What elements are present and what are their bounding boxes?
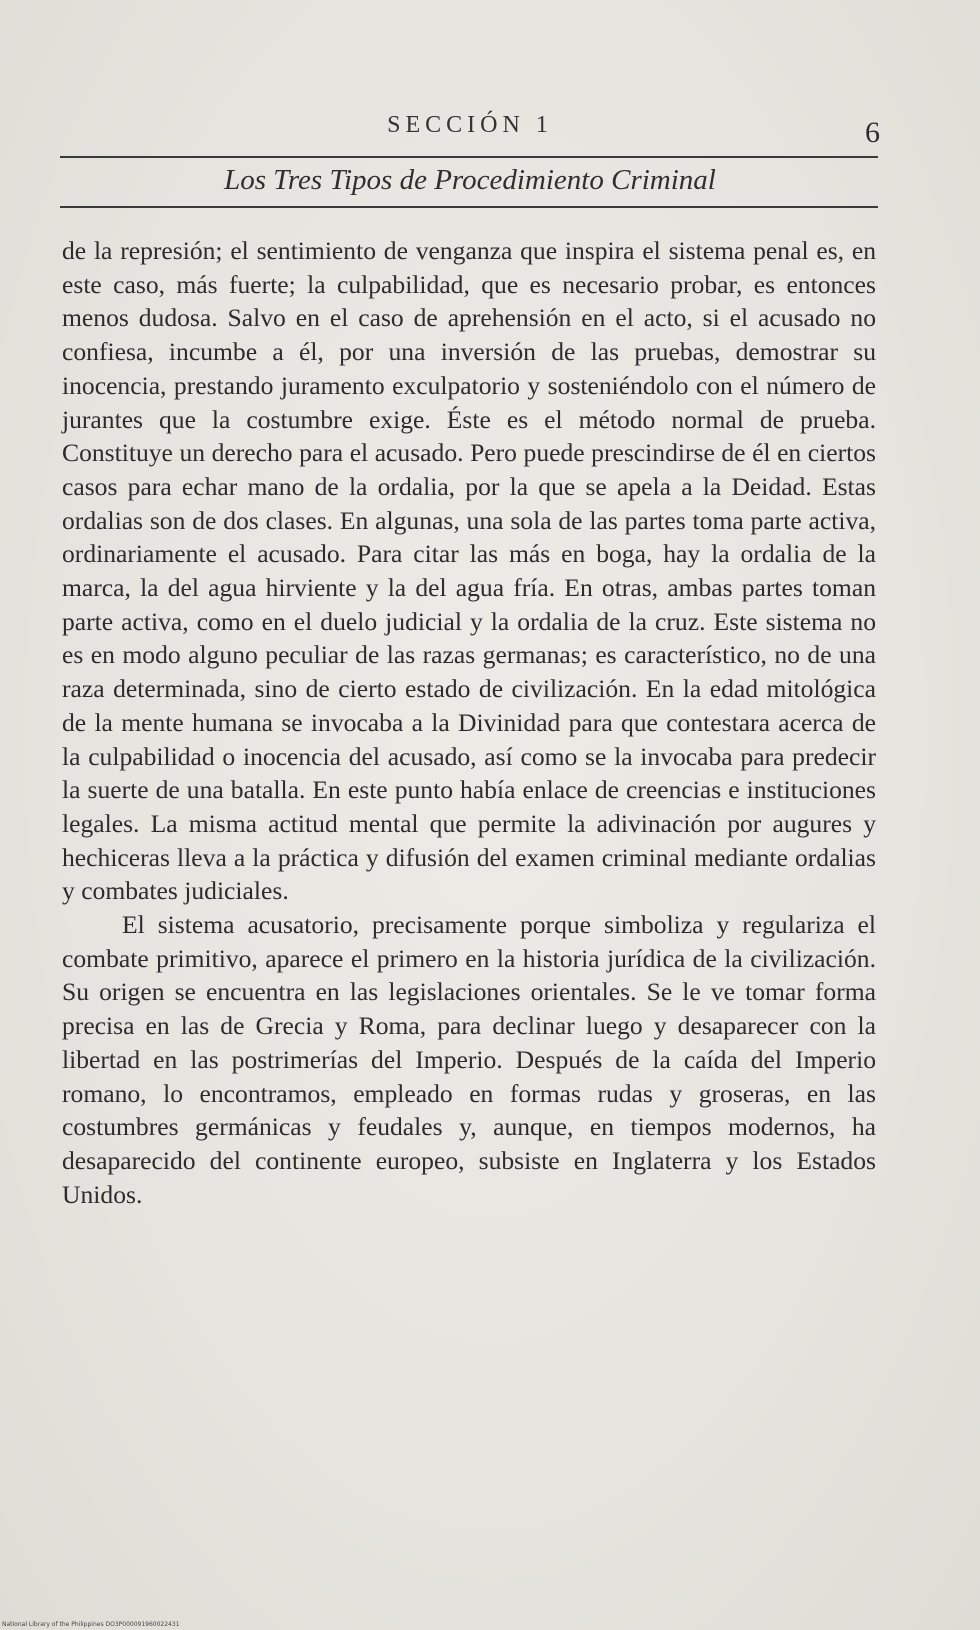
scan-identifier: National Library of the Philippines DO3P000091960022431 xyxy=(2,1621,180,1628)
paragraph: El sistema acusatorio, precisamente porque simboliza y regulariza el combate primitivo, aparece el primero en la historia jurídica de la civilización. Su origen se encuentra en las legislaciones orientales. Se le ve tomar forma precisa en las de Grecia y Roma, para declinar luego y desaparecer con la libertad en las postrimerías del Imperio. Después de la caída del Imperio romano, lo encontramos, empleado en formas rudas y groseras, en las costumbres germánicas y feudales y, aunque, en tiempos modernos, ha desaparecido del continente europeo, subsiste en Inglaterra y los Estados Unidos. xyxy=(62,910,876,1209)
header-rule-top xyxy=(60,156,878,158)
section-label: SECCIÓN 1 xyxy=(387,112,553,138)
running-title: Los Tres Tipos de Procedimiento Criminal xyxy=(224,164,716,196)
running-head xyxy=(60,112,880,156)
paragraph: de la represión; el sentimiento de venganza que inspira el sistema penal es, en este caso, más fuerte; la culpabilidad, que es necesario probar, es entonces menos dudosa. Salvo en el caso de aprehensión en el acto, si el acusado no confiesa, incumbe a él, por una inversión de las pruebas, demostrar su inocencia, prestando juramento exculpatorio y sosteniéndolo con el número de jurantes que la costumbre exige. Éste es el método normal de prueba. Constituye un derecho para el acusado. Pero puede prescindirse de él en ciertos casos para echar mano de la ordalia, por la que se apela a la Deidad. Estas ordalias son de dos clases. En algunas, una sola de las partes toma parte activa, ordinariamente el acusado. Para citar las más en boga, hay la ordalia de la marca, la del agua hirviente y la del agua fría. En otras, ambas partes toman parte activa, como en el duelo judicial y la ordalia de la cruz. Este sistema no es en modo alguno peculiar de las razas germanas; es característico, no de una raza determinada, sino de cierto estado de civilización. En la edad mitológica de la mente humana se invocaba a la Divinidad para que contestara acerca de la culpabilidad o inocencia del acusado, así como se la invocaba para predecir la suerte de una batalla. En este punto había enlace de creencias e instituciones legales. La misma actitud mental que permite la adivinación por augures y hechiceras lleva a la práctica y difusión del examen criminal mediante ordalias y combates judiciales. xyxy=(62,236,876,906)
header-rule-bottom xyxy=(60,206,878,208)
body-text xyxy=(62,234,876,1211)
page-number: 6 xyxy=(865,116,880,149)
